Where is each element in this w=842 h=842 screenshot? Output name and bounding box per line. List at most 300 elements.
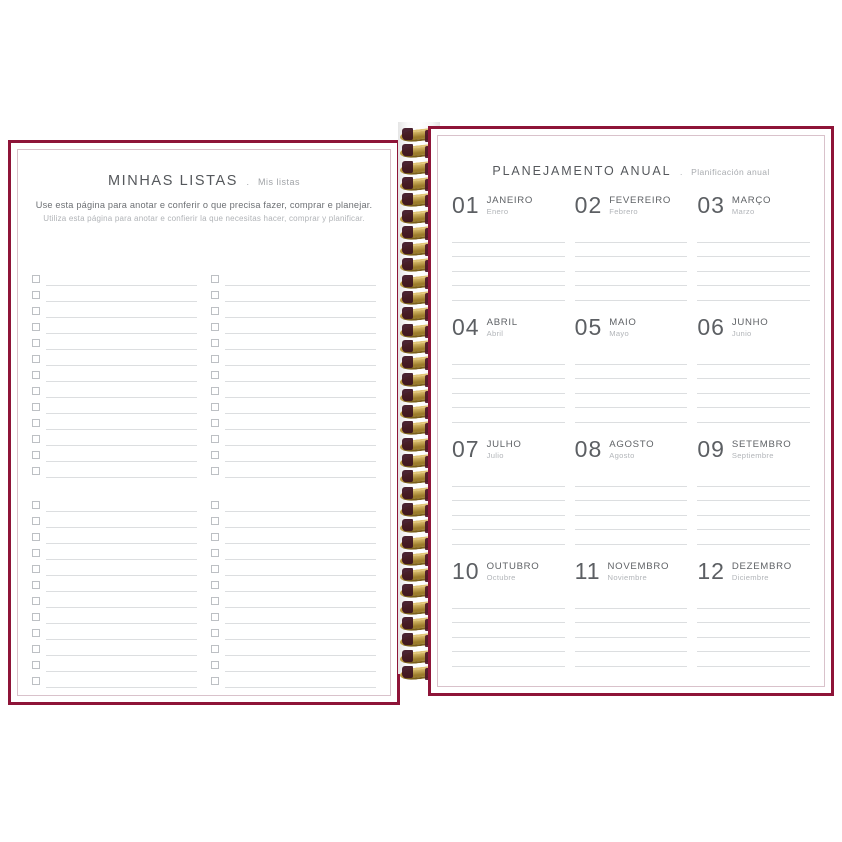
month-write-line[interactable] — [452, 638, 565, 653]
month-name-group — [732, 314, 769, 339]
checklist-row[interactable] — [211, 528, 376, 544]
checklist-row[interactable] — [211, 608, 376, 624]
month-write-line[interactable] — [697, 623, 810, 638]
month-header — [697, 192, 810, 226]
checklist-row[interactable] — [211, 672, 376, 688]
checklist-column-right — [211, 270, 376, 688]
month-write-line[interactable] — [452, 228, 565, 243]
month-name: MAIO — [609, 317, 637, 328]
month-write-line[interactable] — [697, 286, 810, 301]
month-name: NOVEMBRO — [607, 561, 670, 572]
month-write-line[interactable] — [575, 472, 688, 487]
month-name-spanish: Abril — [486, 329, 504, 338]
checklist-write-line[interactable] — [46, 498, 197, 512]
checklist-row[interactable] — [211, 430, 376, 446]
empty-checkbox-icon[interactable] — [32, 435, 40, 443]
checklist-write-line[interactable] — [46, 320, 197, 334]
checklist-write-line[interactable] — [46, 642, 197, 656]
checklist-write-line[interactable] — [46, 432, 197, 446]
month-header — [575, 558, 688, 592]
month-write-line[interactable] — [452, 472, 565, 487]
month-write-line[interactable] — [452, 365, 565, 380]
checklist-write-line[interactable] — [46, 626, 197, 640]
month-header — [452, 436, 565, 470]
month-name-group — [732, 192, 771, 217]
checklist-row[interactable] — [211, 350, 376, 366]
checklist-write-line[interactable] — [225, 432, 376, 446]
checklist-row[interactable] — [32, 446, 197, 462]
checklist-write-line[interactable] — [46, 562, 197, 576]
checklist-row[interactable] — [32, 608, 197, 624]
month-write-line[interactable] — [575, 257, 688, 272]
month-write-lines[interactable] — [697, 472, 810, 545]
month-write-line[interactable] — [697, 350, 810, 365]
empty-checkbox-icon[interactable] — [32, 629, 40, 637]
right-page — [428, 126, 834, 696]
checklist-group-gap — [211, 478, 376, 496]
month-block[interactable] — [697, 310, 810, 432]
month-write-line[interactable] — [452, 487, 565, 502]
month-write-line[interactable] — [575, 652, 688, 667]
empty-checkbox-icon[interactable] — [211, 597, 219, 605]
month-name-spanish: Mayo — [609, 329, 630, 338]
empty-checkbox-icon[interactable] — [211, 435, 219, 443]
checklist-row[interactable] — [32, 576, 197, 592]
month-write-line[interactable] — [697, 394, 810, 409]
empty-checkbox-icon[interactable] — [32, 645, 40, 653]
month-write-line[interactable] — [575, 272, 688, 287]
page-title-spanish: Mis listas — [258, 177, 301, 187]
month-write-lines[interactable] — [575, 228, 688, 301]
month-write-line[interactable] — [575, 350, 688, 365]
left-page-border — [17, 149, 391, 696]
empty-checkbox-icon[interactable] — [32, 613, 40, 621]
checklist-write-line[interactable] — [46, 288, 197, 302]
checklist-row[interactable] — [211, 446, 376, 462]
month-write-line[interactable] — [697, 257, 810, 272]
empty-checkbox-icon[interactable] — [32, 307, 40, 315]
month-write-line[interactable] — [697, 472, 810, 487]
empty-checkbox-icon[interactable] — [32, 371, 40, 379]
month-write-lines[interactable] — [697, 350, 810, 423]
month-name-spanish: Diciembre — [731, 573, 769, 582]
checklist-row[interactable] — [32, 672, 197, 688]
month-header — [575, 192, 688, 226]
month-write-line[interactable] — [452, 516, 565, 531]
empty-checkbox-icon[interactable] — [32, 549, 40, 557]
empty-checkbox-icon[interactable] — [211, 371, 219, 379]
empty-checkbox-icon[interactable] — [211, 451, 219, 459]
checklist-write-line[interactable] — [225, 336, 376, 350]
checklist-write-line[interactable] — [225, 514, 376, 528]
checklist-row[interactable] — [32, 592, 197, 608]
month-write-line[interactable] — [697, 530, 810, 545]
month-name-group — [608, 558, 670, 583]
checklist-write-line[interactable] — [225, 288, 376, 302]
empty-checkbox-icon[interactable] — [32, 451, 40, 459]
checklist-row[interactable] — [211, 462, 376, 478]
checklist-row[interactable] — [32, 302, 197, 318]
checklist-write-line[interactable] — [46, 514, 197, 528]
empty-checkbox-icon[interactable] — [211, 291, 219, 299]
month-write-lines[interactable] — [452, 350, 565, 423]
checklist-write-line[interactable] — [225, 416, 376, 430]
month-block[interactable] — [575, 554, 688, 676]
empty-checkbox-icon[interactable] — [211, 613, 219, 621]
checklist-write-line[interactable] — [225, 498, 376, 512]
checklist-write-line[interactable] — [46, 368, 197, 382]
empty-checkbox-icon[interactable] — [32, 339, 40, 347]
month-name-group — [609, 436, 654, 461]
month-name-group — [609, 192, 671, 217]
empty-checkbox-icon[interactable] — [211, 307, 219, 315]
month-write-line[interactable] — [697, 272, 810, 287]
month-write-line[interactable] — [697, 408, 810, 423]
checklist-write-line[interactable] — [46, 610, 197, 624]
checklist-row[interactable] — [32, 496, 197, 512]
month-write-line[interactable] — [452, 501, 565, 516]
checklist-row[interactable] — [211, 640, 376, 656]
month-write-line[interactable] — [575, 609, 688, 624]
month-write-line[interactable] — [575, 623, 688, 638]
empty-checkbox-icon[interactable] — [32, 501, 40, 509]
month-name-spanish: Octubre — [486, 573, 516, 582]
checklist-write-line[interactable] — [225, 674, 376, 688]
checklist-row[interactable] — [211, 286, 376, 302]
month-write-line[interactable] — [697, 487, 810, 502]
month-write-line[interactable] — [575, 379, 688, 394]
month-write-line[interactable] — [575, 228, 688, 243]
checklist-row[interactable] — [211, 624, 376, 640]
empty-checkbox-icon[interactable] — [32, 387, 40, 395]
checklist-write-line[interactable] — [46, 448, 197, 462]
empty-checkbox-icon[interactable] — [211, 517, 219, 525]
empty-checkbox-icon[interactable] — [211, 355, 219, 363]
month-block[interactable] — [575, 432, 688, 554]
empty-checkbox-icon[interactable] — [32, 467, 40, 475]
empty-checkbox-icon[interactable] — [211, 629, 219, 637]
month-number: 02 — [574, 192, 603, 218]
checklist-row[interactable] — [211, 656, 376, 672]
checklist-row[interactable] — [32, 366, 197, 382]
checklist-row[interactable] — [211, 382, 376, 398]
month-write-line[interactable] — [575, 243, 688, 258]
month-name: MARÇO — [731, 195, 772, 206]
month-write-line[interactable] — [452, 272, 565, 287]
month-name-group — [487, 192, 533, 217]
month-number: 03 — [697, 192, 725, 218]
checklist-row[interactable] — [211, 576, 376, 592]
month-name-group — [487, 436, 522, 461]
month-name-spanish: Noviembre — [607, 573, 647, 582]
empty-checkbox-icon[interactable] — [211, 565, 219, 573]
empty-checkbox-icon[interactable] — [211, 419, 219, 427]
month-write-line[interactable] — [697, 516, 810, 531]
month-name: FEVEREIRO — [609, 195, 671, 206]
month-block[interactable] — [575, 188, 688, 310]
month-write-line[interactable] — [575, 638, 688, 653]
empty-checkbox-icon[interactable] — [211, 645, 219, 653]
checklist-write-line[interactable] — [46, 336, 197, 350]
month-write-line[interactable] — [697, 638, 810, 653]
month-name: OUTUBRO — [486, 561, 540, 572]
month-write-line[interactable] — [697, 594, 810, 609]
month-write-line[interactable] — [575, 365, 688, 380]
checklist-write-line[interactable] — [225, 530, 376, 544]
checklist-write-line[interactable] — [225, 658, 376, 672]
month-name-spanish: Agosto — [609, 451, 635, 460]
checklist-write-line[interactable] — [225, 594, 376, 608]
month-name-spanish: Marzo — [731, 207, 755, 216]
month-header — [575, 436, 688, 470]
month-block[interactable] — [452, 554, 565, 676]
checklist-row[interactable] — [32, 270, 197, 286]
checklist-write-line[interactable] — [46, 674, 197, 688]
left-page — [8, 140, 400, 705]
month-write-line[interactable] — [575, 501, 688, 516]
empty-checkbox-icon[interactable] — [32, 403, 40, 411]
checklist-row[interactable] — [32, 318, 197, 334]
checklist-write-line[interactable] — [225, 610, 376, 624]
checklist-write-line[interactable] — [46, 416, 197, 430]
checklist-row[interactable] — [211, 414, 376, 430]
month-write-line[interactable] — [452, 286, 565, 301]
month-write-line[interactable] — [452, 594, 565, 609]
checklist-write-line[interactable] — [46, 578, 197, 592]
month-number: 11 — [574, 558, 601, 584]
month-name-spanish: Febrero — [609, 207, 638, 216]
right-page-header — [438, 162, 824, 180]
checklist-write-line[interactable] — [46, 384, 197, 398]
empty-checkbox-icon[interactable] — [32, 677, 40, 685]
checklist-row[interactable] — [211, 592, 376, 608]
empty-checkbox-icon[interactable] — [32, 581, 40, 589]
empty-checkbox-icon[interactable] — [211, 581, 219, 589]
empty-checkbox-icon[interactable] — [211, 339, 219, 347]
month-write-line[interactable] — [697, 243, 810, 258]
checklist-column-left — [32, 270, 197, 688]
month-name-spanish: Junio — [731, 329, 752, 338]
checklist-area — [32, 270, 376, 688]
checklist-write-line[interactable] — [46, 530, 197, 544]
checklist-write-line[interactable] — [225, 562, 376, 576]
right-page-border — [437, 135, 825, 687]
checklist-write-line[interactable] — [46, 304, 197, 318]
checklist-write-line[interactable] — [225, 368, 376, 382]
month-write-lines[interactable] — [697, 594, 810, 667]
checklist-write-line[interactable] — [225, 464, 376, 478]
checklist-row[interactable] — [32, 528, 197, 544]
month-write-line[interactable] — [452, 243, 565, 258]
checklist-row[interactable] — [211, 366, 376, 382]
checklist-row[interactable] — [32, 430, 197, 446]
empty-checkbox-icon[interactable] — [32, 661, 40, 669]
checklist-row[interactable] — [32, 656, 197, 672]
month-write-line[interactable] — [575, 594, 688, 609]
checklist-write-line[interactable] — [225, 642, 376, 656]
month-write-line[interactable] — [452, 623, 565, 638]
month-header — [452, 192, 565, 226]
checklist-row[interactable] — [211, 318, 376, 334]
checklist-row[interactable] — [32, 512, 197, 528]
checklist-write-line[interactable] — [46, 464, 197, 478]
month-write-line[interactable] — [575, 286, 688, 301]
month-write-line[interactable] — [452, 350, 565, 365]
month-write-lines[interactable] — [575, 472, 688, 545]
month-name: AGOSTO — [609, 439, 655, 450]
page-description-es: Utiliza esta página para anotar e confierir la que necesitas hacer, comprar y planificar. — [43, 214, 365, 223]
checklist-row[interactable] — [32, 398, 197, 414]
checklist-row[interactable] — [211, 302, 376, 318]
empty-checkbox-icon[interactable] — [211, 275, 219, 283]
month-name-group — [732, 436, 791, 461]
month-name-group — [609, 314, 636, 339]
checklist-row[interactable] — [32, 462, 197, 478]
checklist-write-line[interactable] — [46, 352, 197, 366]
empty-checkbox-icon[interactable] — [32, 323, 40, 331]
checklist-write-line[interactable] — [225, 384, 376, 398]
month-write-lines[interactable] — [452, 228, 565, 301]
month-write-line[interactable] — [697, 365, 810, 380]
month-header — [697, 436, 810, 470]
month-write-line[interactable] — [575, 487, 688, 502]
month-write-lines[interactable] — [452, 472, 565, 545]
checklist-write-line[interactable] — [225, 272, 376, 286]
month-name-group — [487, 558, 540, 583]
month-write-line[interactable] — [452, 257, 565, 272]
checklist-row[interactable] — [32, 334, 197, 350]
page-title: MINHAS LISTAS — [107, 173, 239, 189]
checklist-row[interactable] — [32, 382, 197, 398]
month-block[interactable] — [697, 554, 810, 676]
checklist-row[interactable] — [211, 544, 376, 560]
month-name: DEZEMBRO — [731, 561, 792, 572]
checklist-row[interactable] — [211, 270, 376, 286]
month-write-line[interactable] — [452, 394, 565, 409]
checklist-write-line[interactable] — [225, 546, 376, 560]
checklist-write-line[interactable] — [46, 658, 197, 672]
month-name: ABRIL — [486, 317, 518, 328]
month-write-line[interactable] — [697, 652, 810, 667]
checklist-row[interactable] — [32, 560, 197, 576]
month-block[interactable] — [452, 310, 565, 432]
checklist-row[interactable] — [211, 496, 376, 512]
month-write-line[interactable] — [575, 408, 688, 423]
checklist-row[interactable] — [32, 350, 197, 366]
month-block[interactable] — [697, 188, 810, 310]
checklist-write-line[interactable] — [225, 352, 376, 366]
checklist-row[interactable] — [32, 624, 197, 640]
month-write-line[interactable] — [452, 609, 565, 624]
month-write-line[interactable] — [452, 530, 565, 545]
checklist-write-line[interactable] — [225, 448, 376, 462]
empty-checkbox-icon[interactable] — [211, 387, 219, 395]
month-block[interactable] — [452, 432, 565, 554]
month-write-line[interactable] — [452, 652, 565, 667]
month-number: 09 — [697, 436, 725, 462]
checklist-write-line[interactable] — [225, 304, 376, 318]
annual-plan-title-spanish: Planificación anual — [691, 167, 770, 177]
checklist-write-line[interactable] — [225, 400, 376, 414]
empty-checkbox-icon[interactable] — [32, 355, 40, 363]
month-write-line[interactable] — [452, 379, 565, 394]
month-write-lines[interactable] — [575, 350, 688, 423]
empty-checkbox-icon[interactable] — [211, 323, 219, 331]
checklist-write-line[interactable] — [225, 626, 376, 640]
checklist-row[interactable] — [211, 334, 376, 350]
month-write-line[interactable] — [697, 379, 810, 394]
month-header — [575, 314, 688, 348]
checklist-write-line[interactable] — [46, 272, 197, 286]
month-write-line[interactable] — [575, 530, 688, 545]
month-name: SETEMBRO — [731, 439, 792, 450]
month-name-group — [732, 558, 792, 583]
checklist-row[interactable] — [211, 398, 376, 414]
month-block[interactable] — [575, 310, 688, 432]
checklist-row[interactable] — [211, 512, 376, 528]
checklist-group-gap — [32, 478, 197, 496]
month-write-lines[interactable] — [697, 228, 810, 301]
month-number: 07 — [452, 436, 480, 462]
empty-checkbox-icon[interactable] — [32, 565, 40, 573]
empty-checkbox-icon[interactable] — [32, 533, 40, 541]
checklist-write-line[interactable] — [46, 400, 197, 414]
checklist-row[interactable] — [32, 414, 197, 430]
month-block[interactable] — [697, 432, 810, 554]
empty-checkbox-icon[interactable] — [211, 549, 219, 557]
empty-checkbox-icon[interactable] — [32, 419, 40, 427]
month-name-spanish: Julio — [486, 451, 504, 460]
month-write-line[interactable] — [697, 228, 810, 243]
month-write-lines[interactable] — [575, 594, 688, 667]
empty-checkbox-icon[interactable] — [32, 517, 40, 525]
empty-checkbox-icon[interactable] — [211, 403, 219, 411]
empty-checkbox-icon[interactable] — [32, 597, 40, 605]
left-page-header — [18, 172, 390, 224]
checklist-row[interactable] — [211, 560, 376, 576]
checklist-write-line[interactable] — [46, 546, 197, 560]
checklist-row[interactable] — [32, 286, 197, 302]
empty-checkbox-icon[interactable] — [211, 677, 219, 685]
month-write-line[interactable] — [575, 516, 688, 531]
month-name-group — [487, 314, 518, 339]
month-write-lines[interactable] — [452, 594, 565, 667]
empty-checkbox-icon[interactable] — [32, 275, 40, 283]
month-write-line[interactable] — [697, 501, 810, 516]
month-name-spanish: Septiembre — [731, 451, 774, 460]
checklist-write-line[interactable] — [46, 594, 197, 608]
month-write-line[interactable] — [452, 408, 565, 423]
empty-checkbox-icon[interactable] — [211, 661, 219, 669]
empty-checkbox-icon[interactable] — [211, 467, 219, 475]
empty-checkbox-icon[interactable] — [32, 291, 40, 299]
checklist-row[interactable] — [32, 544, 197, 560]
page-description-pt: Use esta página para anotar e conferir o que precisa fazer, comprar e planejar. — [35, 200, 373, 210]
empty-checkbox-icon[interactable] — [211, 533, 219, 541]
month-number: 10 — [452, 558, 480, 584]
month-block[interactable] — [452, 188, 565, 310]
month-write-line[interactable] — [697, 609, 810, 624]
month-grid — [452, 188, 810, 676]
empty-checkbox-icon[interactable] — [211, 501, 219, 509]
month-name: JULHO — [486, 439, 522, 450]
month-header — [452, 314, 565, 348]
month-write-line[interactable] — [575, 394, 688, 409]
checklist-write-line[interactable] — [225, 578, 376, 592]
checklist-row[interactable] — [32, 640, 197, 656]
month-header — [697, 558, 810, 592]
checklist-write-line[interactable] — [225, 320, 376, 334]
